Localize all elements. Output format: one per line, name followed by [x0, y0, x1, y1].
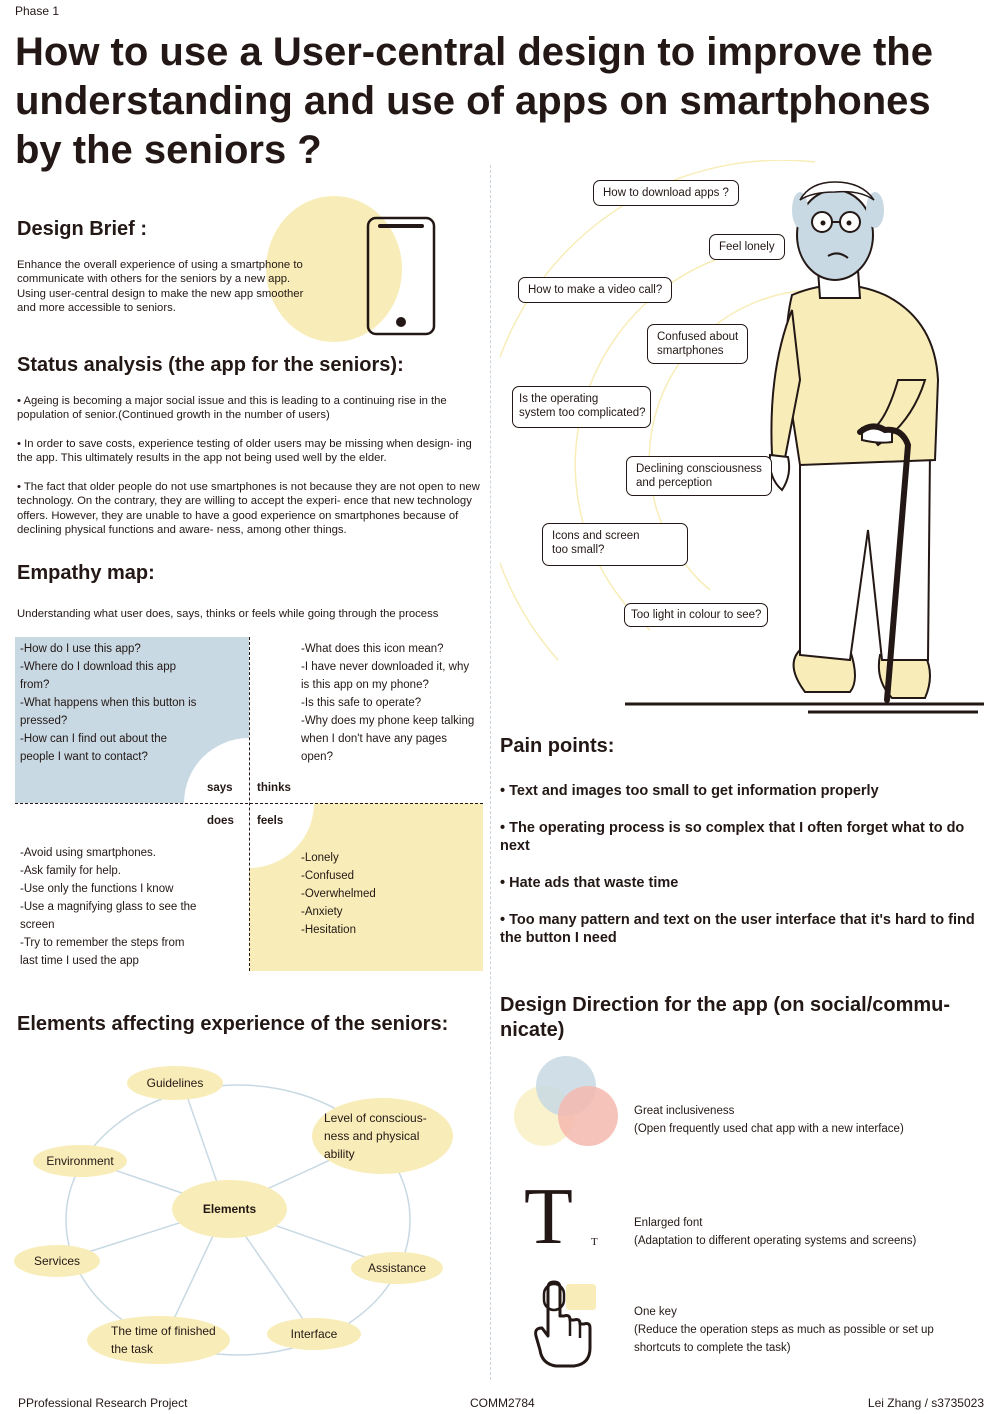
thinks-text: -What does this icon mean? -I have never downloaded it, why is this app on my phone? -Is this safe to operate? -Why does my phone keep talking when I don't have any pages open?	[301, 643, 475, 763]
element-level-of-consciousness: Level of conscious- ness and physical ability	[312, 1098, 453, 1174]
element-environment: Environment	[33, 1145, 127, 1177]
element-assistance: Assistance	[351, 1252, 443, 1284]
elements-heading: Elements affecting experience of the seniors:	[17, 1013, 449, 1035]
element-services: Services	[14, 1245, 100, 1277]
direction-1-title: Great inclusiveness	[634, 1105, 735, 1117]
does-label: does	[207, 815, 234, 827]
bubble-confused: Confused about smartphones	[647, 324, 748, 364]
design-direction-heading: Design Direction for the app (on social/commu- nicate)	[500, 994, 951, 1041]
element-guidelines: Guidelines	[127, 1066, 223, 1100]
design-brief-text: Enhance the overall experience of using a smartphone to communicate with others for the seniors by a new app. Using user-central design to make the new app smoother and more accessible to seniors.	[17, 259, 304, 314]
direction-3-desc: (Reduce the operation steps as much as possible or set up shortcuts to complete the task)	[634, 1324, 934, 1354]
status-bullet-3: • The fact that older people do not use smartphones is not because they are not open to new technology. On the contrary, they are willing to accept the experi- ence that new technology offers. However, they are unable to have a good experience on smartphones because of declining physical functions and aware- ness, among other things.	[17, 481, 480, 536]
direction-1-desc: (Open frequently used chat app with a new interface)	[634, 1123, 904, 1135]
feels-label: feels	[257, 815, 284, 827]
enlarged-font-small-t: T	[591, 1236, 598, 1248]
pain-point-1: • Text and images too small to get information properly	[500, 783, 879, 799]
smartphone-icon	[366, 216, 436, 336]
phase-label: Phase 1	[15, 4, 60, 18]
pain-point-2: • The operating process is so complex that I often forget what to do next	[500, 820, 965, 854]
bubble-declining: Declining consciousness and perception	[626, 456, 772, 496]
thinks-label: thinks	[257, 782, 291, 794]
bubble-video-call: How to make a video call?	[518, 277, 672, 303]
bubble-operating-system: Is the operating system too complicated?	[512, 386, 651, 428]
element-center: Elements	[172, 1180, 287, 1238]
pain-points-heading: Pain points:	[500, 735, 615, 757]
design-brief-heading: Design Brief :	[17, 218, 148, 240]
status-bullet-1: • Ageing is becoming a major social issue and this is leading to a continuing rise in the population of senior.(Continued growth in the number of users)	[17, 395, 447, 422]
one-key-hand-icon	[530, 1280, 600, 1370]
says-text: -How do I use this app? -Where do I download this app from? -What happens when this button is pressed? -How can I find out about the people I want to contact?	[20, 643, 197, 763]
status-heading: Status analysis (the app for the seniors):	[17, 354, 404, 376]
says-label: says	[207, 782, 233, 794]
element-time: The time of finished the task	[87, 1316, 230, 1364]
column-divider	[490, 165, 491, 1380]
direction-2-desc: (Adaptation to different operating systems and screens)	[634, 1235, 917, 1247]
empathy-heading: Empathy map:	[17, 562, 155, 584]
footer-author: Lei Zhang / s3735023	[867, 1396, 984, 1410]
direction-2-title: Enlarged font	[634, 1217, 703, 1229]
bubble-feel-lonely: Feel lonely	[709, 234, 785, 260]
bubble-icons-too-small: Icons and screen too small?	[542, 523, 688, 566]
pain-point-3: • Hate ads that waste time	[500, 875, 679, 891]
footer-project: PProfessional Research Project	[18, 1396, 188, 1410]
empathy-intro: Understanding what user does, says, thinks or feels while going through the process	[17, 608, 439, 620]
empathy-v-axis	[249, 637, 250, 971]
direction-3-title: One key	[634, 1306, 677, 1318]
element-interface: Interface	[267, 1318, 361, 1350]
page-title: How to use a User-central design to improve the understanding and use of apps on smartphones by the seniors ?	[15, 30, 933, 172]
bubble-download-apps: How to download apps ?	[593, 180, 739, 206]
pain-point-4: • Too many pattern and text on the user interface that it's hard to find the button I need	[500, 912, 975, 946]
inclusiveness-venn-icon	[510, 1054, 622, 1149]
enlarged-font-big-t: T	[524, 1173, 573, 1261]
does-text: -Avoid using smartphones. -Ask family for help. -Use only the functions I know -Use a magnifying glass to see the screen -Try to remember the steps from last time I used the app	[20, 847, 197, 967]
feels-text: -Lonely -Confused -Overwhelmed -Anxiety -Hesitation	[301, 852, 376, 936]
footer-course-code: COMM2784	[470, 1396, 535, 1410]
bubble-too-light: Too light in colour to see?	[624, 603, 768, 627]
status-bullet-2: • In order to save costs, experience testing of older users may be missing when design- ing the app. This ultimately results in the app not being used well by the elder.	[17, 438, 472, 465]
